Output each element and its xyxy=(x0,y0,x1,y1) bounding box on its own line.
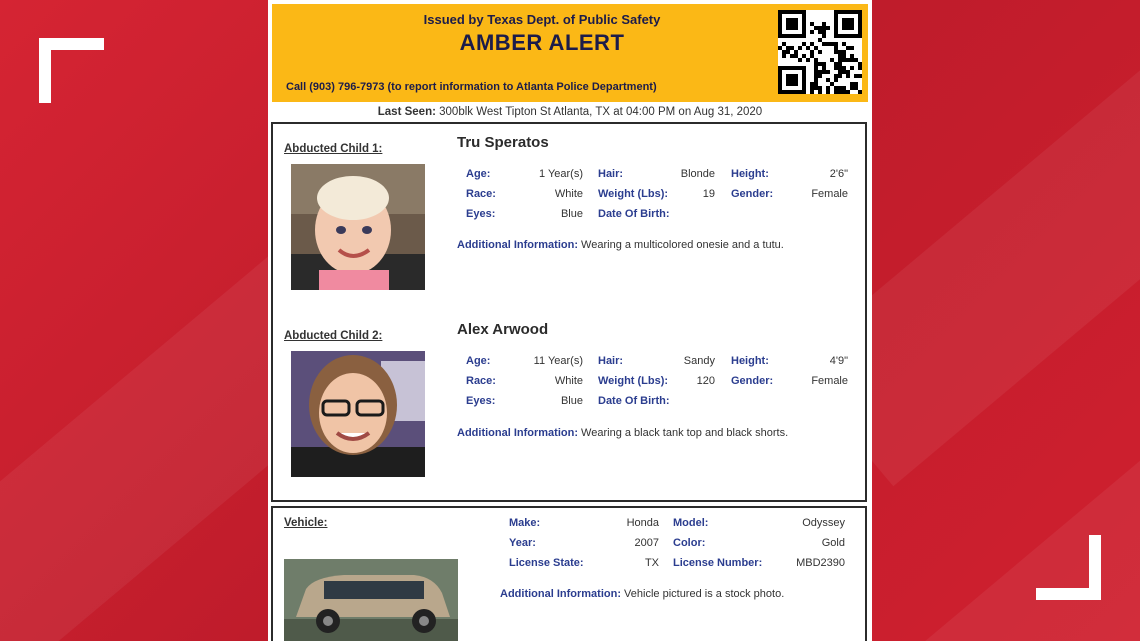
vehicle-color: Gold xyxy=(821,537,845,549)
child-2-additional-label: Additional Information: xyxy=(457,427,578,439)
issued-by: Issued by Texas Dept. of Public Safety xyxy=(423,12,661,27)
child-2-gender: Female xyxy=(811,375,848,387)
child-1-name: Tru Speratos xyxy=(457,134,549,151)
child-2-race: White xyxy=(554,375,583,387)
child-1-hair-label: Hair: xyxy=(598,168,624,180)
last-seen-label: Last Seen: xyxy=(377,106,436,118)
child-1-hair: Blonde xyxy=(680,168,715,180)
child-1-gender-label: Gender: xyxy=(731,188,774,200)
alert-title: AMBER ALERT xyxy=(459,30,625,55)
vehicle-photo xyxy=(284,559,458,641)
vehicle-year-label: Year: xyxy=(509,537,536,549)
vehicle-state-label: License State: xyxy=(509,557,584,569)
child-2-age-label: Age: xyxy=(466,355,491,367)
vehicle-label: Vehicle: xyxy=(284,517,328,529)
child-1-eyes: Blue xyxy=(560,208,583,220)
child-1-height: 2'6" xyxy=(829,168,848,180)
child-1-race: White xyxy=(554,188,583,200)
vehicle-plate: MBD2390 xyxy=(796,557,845,569)
child-1-label: Abducted Child 1: xyxy=(284,143,383,155)
child-2-additional-value: Wearing a black tank top and black shorts. xyxy=(581,427,789,439)
vehicle-model-label: Model: xyxy=(673,517,709,529)
child-1-weight-label: Weight (Lbs): xyxy=(598,188,669,200)
child-2-race-label: Race: xyxy=(466,375,496,387)
child-2-label: Abducted Child 2: xyxy=(284,330,383,342)
vehicle-additional-label: Additional Information: xyxy=(500,588,621,600)
child-2-photo xyxy=(291,351,425,477)
child-1-eyes-label: Eyes: xyxy=(466,208,496,220)
child-1-gender: Female xyxy=(811,188,848,200)
child-1-race-label: Race: xyxy=(466,188,496,200)
child-2-age: 11 Year(s) xyxy=(533,355,583,367)
child-1-additional-value: Wearing a multicolored onesie and a tutu. xyxy=(581,239,784,251)
vehicle-color-label: Color: xyxy=(673,537,706,549)
child-2-additional-info xyxy=(457,427,788,439)
child-2-height: 4'9" xyxy=(829,355,848,367)
child-1-weight: 19 xyxy=(702,188,715,200)
child-2-weight-label: Weight (Lbs): xyxy=(598,375,669,387)
vehicle-additional-value: Vehicle pictured is a stock photo. xyxy=(624,588,785,600)
child-2-name: Alex Arwood xyxy=(457,321,549,338)
child-1-height-label: Height: xyxy=(731,168,769,180)
qr-code-icon[interactable] xyxy=(778,10,862,94)
alert-header xyxy=(272,4,868,102)
child-2-weight: 120 xyxy=(696,375,715,387)
child-1-dob-label: Date Of Birth: xyxy=(598,208,670,220)
child-2-height-label: Height: xyxy=(731,355,769,367)
vehicle-model: Odyssey xyxy=(802,517,845,529)
children-panel xyxy=(271,122,867,502)
last-seen xyxy=(268,106,872,118)
vehicle-panel xyxy=(271,506,867,641)
child-1-additional-info xyxy=(457,239,784,251)
child-2-dob-label: Date Of Birth: xyxy=(598,395,670,407)
child-2-hair-label: Hair: xyxy=(598,355,624,367)
vehicle-year: 2007 xyxy=(634,537,659,549)
vehicle-make: Honda xyxy=(626,517,659,529)
amber-alert-document xyxy=(268,0,872,641)
child-1-additional-label: Additional Information: xyxy=(457,239,578,251)
child-2-hair: Sandy xyxy=(683,355,715,367)
vehicle-make-label: Make: xyxy=(509,517,541,529)
vehicle-additional-info xyxy=(500,588,784,600)
child-2-eyes: Blue xyxy=(560,395,583,407)
child-1-age: 1 Year(s) xyxy=(538,168,583,180)
last-seen-value: 300blk West Tipton St Atlanta, TX at 04:00 PM on Aug 31, 2020 xyxy=(439,106,763,118)
vehicle-state: TX xyxy=(644,557,659,569)
child-2-gender-label: Gender: xyxy=(731,375,774,387)
call-info: Call (903) 796-7973 (to report information to Atlanta Police Department) xyxy=(286,81,657,93)
child-1-photo xyxy=(291,164,425,290)
vehicle-plate-label: License Number: xyxy=(673,557,763,569)
child-1-age-label: Age: xyxy=(466,168,491,180)
child-2-eyes-label: Eyes: xyxy=(466,395,496,407)
